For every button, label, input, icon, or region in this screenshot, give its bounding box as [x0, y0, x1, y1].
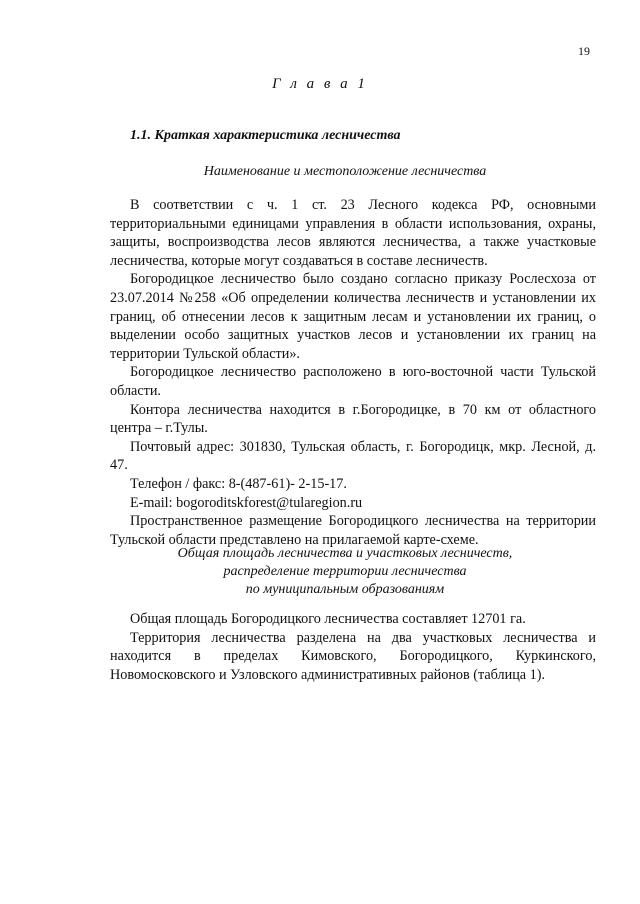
paragraph: E-mail: bogoroditskforest@tularegion.ru [130, 494, 363, 511]
subsection-line: Общая площадь лесничества и участковых лесничеств, [177, 546, 513, 561]
paragraph: Пространственное размещение Богородицкого лесничества на территории Тульской области представлено на прилагаемой карте-схеме. [110, 513, 596, 548]
chapter-heading: Г л а в а 1 [272, 76, 368, 92]
subsection-title-area [120, 545, 570, 599]
subsection-title-location: Наименование и местоположение лесничества [203, 164, 487, 179]
paragraph: Богородицкое лесничество было создано согласно приказу Рослесхоза от 23.07.2014 №258 «Об определении количества лесничеств и установлении их границ, об отнесении лесов к защитным лесам и установлении их границ, о выделении особо защитных участков лесов и установлении их границ на территории Тульской области». [110, 271, 596, 362]
paragraph: Территория лесничества разделена на два участковых лесничества и находится в пределах Кимовского, Богородицкого, Куркинского, Новомосковского и Узловского административных районов (таблица 1). [110, 629, 596, 683]
body-block-1 [110, 196, 596, 549]
body-block-2 [110, 610, 596, 684]
paragraph: Контора лесничества находится в г.Богородицке, в 70 км от областного центра – г.Тулы. [110, 401, 596, 437]
paragraph: Общая площадь Богородицкого лесничества составляет 12701 га. [130, 611, 526, 627]
section-title: 1.1. Краткая характеристика лесничества [130, 128, 401, 143]
paragraph: Телефон / факс: 8-(487-61)- 2-15-17. [130, 475, 347, 492]
page-number: 19 [578, 44, 590, 58]
paragraph: Почтовый адрес: 301830, Тульская область, г. Богородицк, мкр. Лесной, д. 47. [110, 438, 596, 474]
subsection-line: распределение территории лесничества [223, 564, 467, 579]
paragraph: Богородицкое лесничество расположено в юго-восточной части Тульской области. [110, 364, 596, 399]
paragraph: В соответствии с ч. 1 ст. 23 Лесного кодекса РФ, основными территориальными единицами управления в области использования, охраны, защиты, воспроизводства лесов являются лесничества, а также участковые лесничества, которые могут создаваться в составе лесничеств. [110, 197, 596, 269]
subsection-line: по муниципальным образованиям [245, 582, 445, 597]
